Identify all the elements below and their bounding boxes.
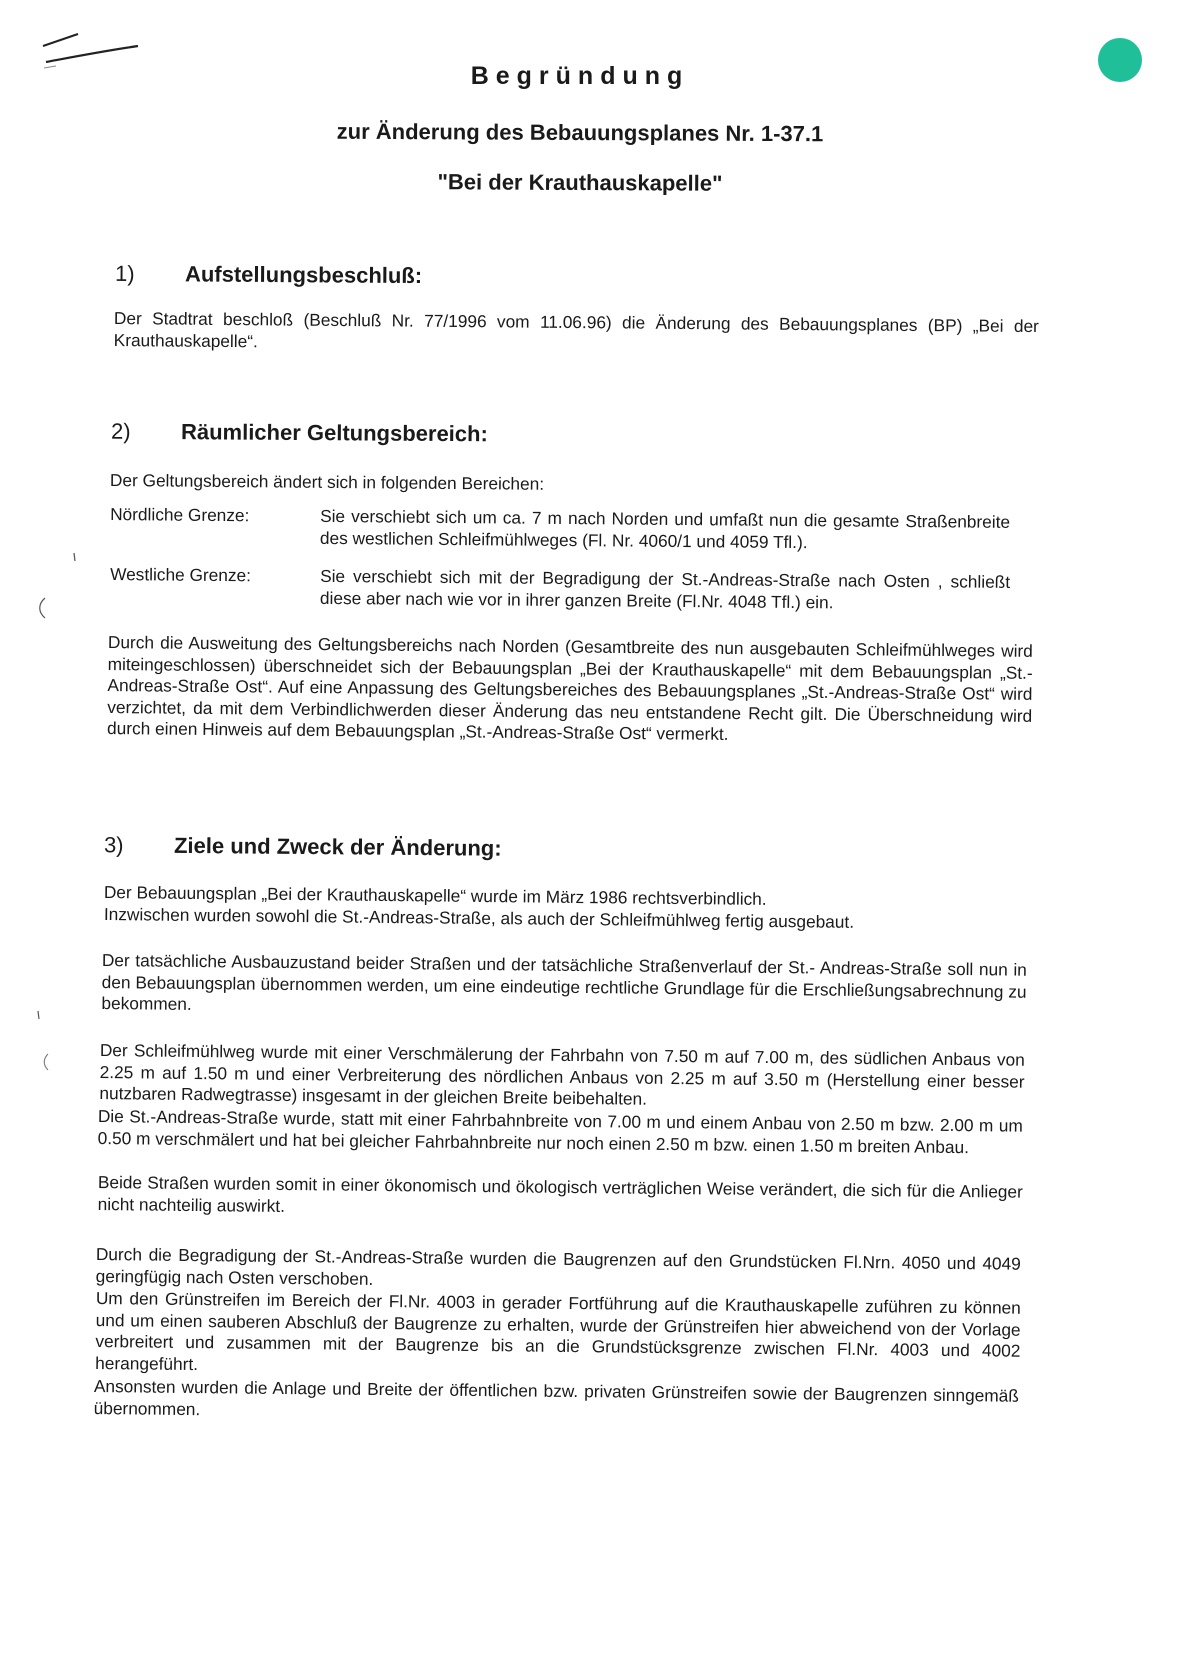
scan-mark [40, 1052, 50, 1072]
boundary-label: Westliche Grenze: [110, 564, 252, 586]
document-title: Begründung [470, 62, 690, 90]
section-3-paragraph-3: Der Schleifmühlweg wurde mit einer Verschmälerung der Fahrbahn von 7.50 m auf 7.00 m, des südlichen Anbaus von 2.25 m auf 1.50 m und einer Verbreiterung des nördlichen Anbaus von 2.25 m auf 3.50 m (Herstellung einer besser nutzbaren Radwegtrasse) insgesamt in der gleichen Breite beibehalten. [99, 1040, 1025, 1109]
section-2-heading [111, 419, 488, 448]
section-2-paragraph: Durch die Ausweitung des Geltungsbereichs nach Norden (Gesamtbreite des nun ausgebauten Schleifmühlweges wird miteingeschlossen) überschneidet sich der Bebauungsplan „Bei der Krauthauskapelle“ mit dem Bebauungsplan „St.-Andreas-Straße Ost“. Auf eine Anpassung des Geltungsbereiches des Bebauungsplanes „St.-Andreas-Straße Ost“ wird verzichtet, da mit dem Verbindlichwerden dieser Änderung das neu entstandene Recht gilt. Die Überschneidung wird durch einen Hinweis auf dem Bebauungsplan „St.-Andreas-Straße Ost“ vermerkt. [106, 632, 1033, 744]
document-subtitle: zur Änderung des Bebauungsplanes Nr. 1-37.1 [336, 118, 824, 147]
boundary-row-west [110, 564, 1020, 618]
section-3-paragraph-5: Beide Straßen wurden somit in einer ökonomisch und ökologisch verträglichen Weise verändert, die sich für die Anlieger nicht nachteilig auswirkt. [97, 1172, 1023, 1216]
section-3-paragraph-1b: Inzwischen wurden sowohl die St.-Andreas-Straße, als auch der Schleifmühlweg fertig ausgebaut. [103, 904, 855, 932]
section-3-paragraph-2: Der tatsächliche Ausbauzustand beider Straßen und der tatsächliche Straßenverlauf der St.- Andreas-Straße soll nun in den Bebauungsplan übernommen werden, um eine eindeutige rechtliche Grundlage für die Erschließungsabrechnung zu bekommen. [101, 950, 1027, 1014]
section-3-paragraph-6: Durch die Begradigung der St.-Andreas-Straße wurden die Baugrenzen auf den Grundstücken Fl.Nrn. 4050 und 4049 geringfügig nach Osten verschoben. [95, 1244, 1021, 1289]
section-number: 3) [103, 832, 124, 858]
section-3-paragraph-4: Die St.-Andreas-Straße wurde, statt mit einer Fahrbahnbreite von 7.00 m und einem Anbau von 2.50 m bzw. 2.00 m um 0.50 m verschmälert und hat bei gleicher Fahrbahnbreite nur noch einen 2.50 m bzw. einen 1.50 m breiten Anbau. [97, 1106, 1023, 1157]
section-2-intro: Der Geltungsbereich ändert sich in folgenden Bereichen: [109, 470, 545, 494]
section-number: 1) [114, 260, 135, 287]
section-number: 2) [110, 418, 131, 444]
boundary-row-north [110, 504, 1020, 558]
scan-mark [72, 552, 78, 562]
boundary-label: Nördliche Grenze: [110, 504, 250, 526]
section-title: Räumlicher Geltungsbereich: [180, 419, 488, 447]
section-1-paragraph: Der Stadtrat beschloß (Beschluß Nr. 77/1996 vom 11.06.96) die Änderung des Bebauungsplanes (BP) „Bei der Krauthauskapelle“. [113, 308, 1039, 351]
section-3-paragraph-1a: Der Bebauungsplan „Bei der Krauthauskapelle“ wurde im März 1986 rechtsverbindlich. [103, 882, 767, 909]
section-1-heading [115, 261, 422, 289]
section-3-paragraph-8: Ansonsten wurden die Anlage und Breite der öffentlichen bzw. privaten Grünstreifen sowie der Baugrenzen sinngemäß übernommen. [93, 1376, 1019, 1419]
scan-mark [36, 1010, 42, 1020]
boundary-text: Sie verschiebt sich mit der Begradigung der St.-Andreas-Straße nach Osten , schließt diese aber nach wie vor in ihrer ganzen Breite (Fl.Nr. 4048 Tfl.) ein. [319, 565, 1011, 612]
boundary-text: Sie verschiebt sich um ca. 7 m nach Norden und umfaßt nun die gesamte Straßenbreite des westlichen Schleifmühlweges (Fl. Nr. 4060/1 und 4059 Tfl.). [319, 505, 1011, 552]
section-3-heading [104, 832, 502, 861]
section-3-paragraph-7: Um den Grünstreifen im Bereich der Fl.Nr. 4003 in gerader Fortführung auf die Krauthauskapelle zuführen zu können und um einen sauberen Abschluß der Baugrenze zu erhalten, wurde der Grünstreifen hier abweichend von der Vorlage verbreitert und zusammen mit der Baugrenze bis an die Grundstücksgrenze zwischen Fl.Nr. 4003 und 4002 herangeführt. [95, 1288, 1021, 1374]
section-title: Ziele und Zweck der Änderung: [173, 832, 502, 861]
section-title: Aufstellungsbeschluß: [184, 261, 423, 289]
document-plan-name: "Bei der Krauthauskapelle" [437, 169, 723, 196]
scan-mark [36, 596, 48, 620]
